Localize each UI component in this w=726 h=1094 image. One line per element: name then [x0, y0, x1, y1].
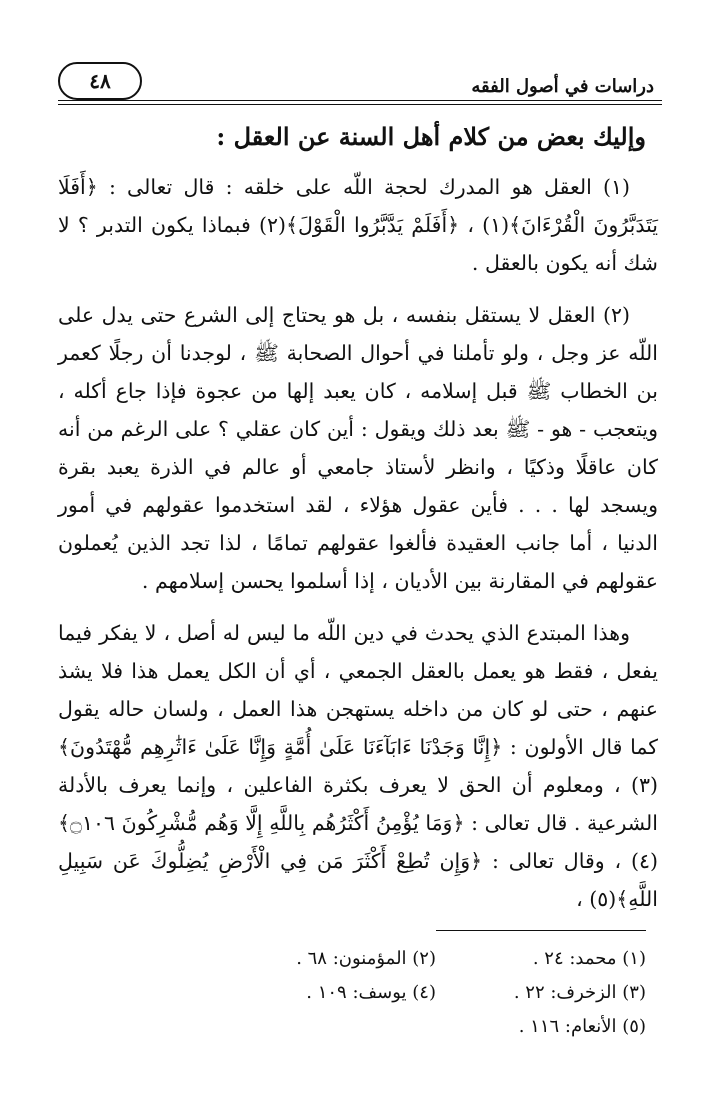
footnote-separator	[436, 930, 646, 931]
header-rule-thin	[58, 104, 662, 105]
header-title: دراسات في أصول الفقه	[471, 76, 654, 97]
footnote: (١) محمد: ٢٤ .	[532, 948, 646, 969]
paragraph: (٢) العقل لا يستقل بنفسه ، بل هو يحتاج إلى الشرع حتى يدل على اللّه عز وجل ، ولو تأملنا في أحوال الصحابة ﷺ ، لوجدنا أن رجلًا كعمر بن الخطاب ﷺ قبل إسلامه ، كان يعبد إلها من عجوة فإذا جاع أكله ، ويتعجب - هو - ﷺ بعد ذلك ويقول : أين كان عقلي ؟ على الرغم من أنه كان عاقلًا وذكيًا ، وانظر لأستاذ جامعي أو عالم في الذرة يعبد بقرة ويسجد لها . . . فأين عقول هؤلاء ، لقد استخدموا عقولهم في أمور الدنيا ، أما جانب العقيدة فألغوا عقولهم تمامًا ، لذا تجد الذين يُعملون عقولهم في المقارنة بين الأديان ، إذا أسلموا يحسن إسلامهم .	[58, 303, 658, 593]
footnote: (٥) الأنعام: ١١٦ .	[518, 1016, 646, 1037]
footnote-row	[166, 1010, 646, 1044]
body-text	[58, 168, 658, 932]
footnote-row	[166, 976, 646, 1010]
footnote-row	[166, 942, 646, 976]
section-heading: وإليك بعض من كلام أهل السنة عن العقل :	[216, 122, 646, 151]
footnote: (٣) الزخرف: ٢٢ .	[513, 982, 646, 1003]
footnote: (٢) المؤمنون: ٦٨ .	[296, 948, 436, 969]
running-header	[58, 60, 662, 104]
paragraph: (١) العقل هو المدرك لحجة اللّه على خلقه : قال تعالى : ﴿أَفَلَا يَتَدَبَّرُونَ الْقُرْءَانَ﴾(١) ، ﴿أَفَلَمْ يَدَّبَّرُوا الْقَوْلَ﴾(٢) فبماذا يكون التدبر ؟ لا شك أنه يكون بالعقل .	[58, 175, 658, 275]
page-number: ٤٨	[58, 62, 142, 100]
header-rule	[58, 100, 662, 101]
paragraph: وهذا المبتدع الذي يحدث في دين اللّه ما ليس له أصل ، لا يفكر فيما يفعل ، فقط هو يعمل بالعقل الجمعي ، أي أن الكل يعمل هذا فلا يشذ عنهم ، حتى لو كان من داخله يستهجن هذا العمل ، ولسان حاله يقول كما قال الأولون : ﴿إِنَّا وَجَدْنَا ءَابَآءَنَا عَلَىٰ أُمَّةٍ وَإِنَّا عَلَىٰ ءَاثَٰرِهِم مُّهْتَدُونَ﴾(٣) ، ومعلوم أن الحق لا يعرف بكثرة الفاعلين ، وإنما يعرف بالأدلة الشرعية . قال تعالى : ﴿وَمَا يُؤْمِنُ أَكْثَرُهُم بِاللَّهِ إِلَّا وَهُم مُّشْرِكُونَ ۝١٠٦﴾(٤) ، وقال تعالى : ﴿وَإِن تُطِعْ أَكْثَرَ مَن فِي الْأَرْضِ يُضِلُّوكَ عَن سَبِيلِ اللَّهِ﴾(٥) ،	[58, 621, 658, 911]
footnotes	[166, 942, 646, 1044]
footnote: (٤) يوسف: ١٠٩ .	[306, 982, 436, 1003]
